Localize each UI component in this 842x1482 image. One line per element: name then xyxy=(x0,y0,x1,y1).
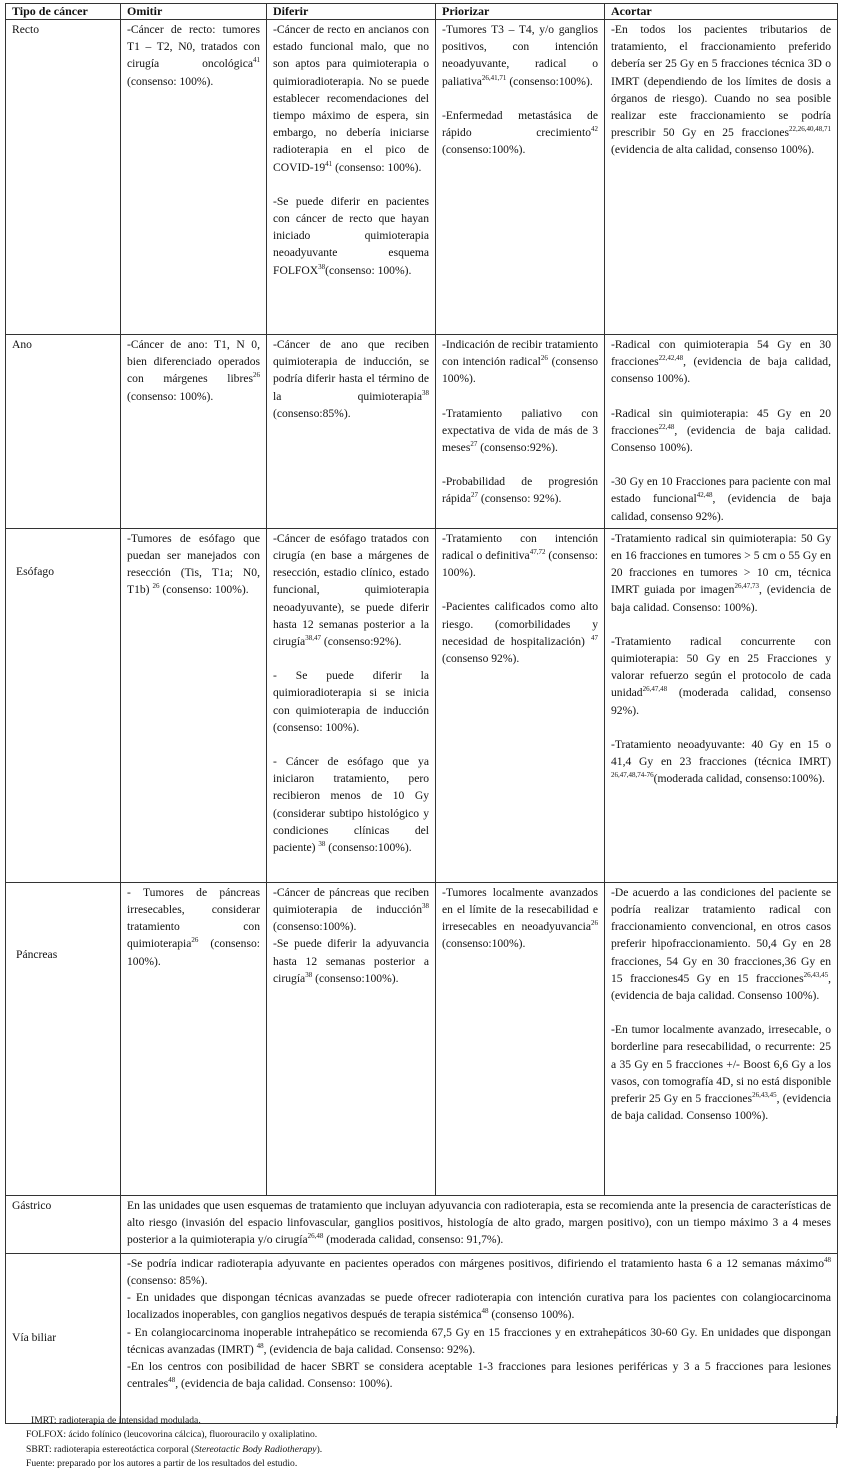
row-via-biliar xyxy=(6,1253,838,1423)
cell-gastrico-text xyxy=(121,1195,838,1253)
reference-superscript: 22,42,48 xyxy=(658,354,684,363)
cell-tipo-esofago xyxy=(6,528,121,882)
ano-priorizar-text-2: -Tratamiento paliativo con expectativa de vida de más de 3 meses$^{27}$ (consenso:92%). xyxy=(442,406,598,455)
row-pancreas xyxy=(6,882,838,1195)
ano-priorizar-text-1: -Indicación de recibir tratamiento con intención radical$^{26}$ (consenso 100%). xyxy=(442,338,599,386)
esofago-acortar-text-1: -Tratamiento radical sin quimioterapia: 50 Gy en 16 fracciones en tumores > 5 cm o 55 Gy en 20 fracciones en tumores > 10 cm, técnica IMRT guiada por imagen$^{26,47,73}$, (evidencia de baja calidad. Consenso: 100%). xyxy=(611,531,831,614)
footnote-imrt: IMRT: radioterapia de intensidad modulada. xyxy=(31,1415,201,1426)
cell-tipo-gastrico xyxy=(6,1195,121,1253)
row-esofago xyxy=(6,528,838,882)
reference-superscript: 41 xyxy=(325,159,333,168)
cell-priorizar-esofago xyxy=(436,528,605,882)
header-row xyxy=(6,4,838,20)
recto-diferir-text-1: -Cáncer de recto en ancianos con estado funcional malo, que no son aptos para quimioterapia o quimioradioterapia. No se puede establecer recomendaciones del tiempo máximo de espera, sin embargo, no debería iniciarse radioterapia en el pico de COVID-$19^{41}$ (consenso: 100%). xyxy=(273,23,429,174)
pancreas-priorizar-text: -Tumores localmente avanzados en el límite de la resecabilidad e irresecables en neoadyuvancia$^{26}$ (consenso:100%). xyxy=(442,885,598,951)
cell-tipo-ano xyxy=(6,335,121,529)
cell-priorizar-pancreas xyxy=(436,882,605,1195)
cell-omitir-ano xyxy=(121,335,267,529)
reference-superscript: 38,47 xyxy=(305,634,321,643)
esofago-priorizar-text-2: -Pacientes calificados como alto riesgo. (comorbilidades y necesidad de hospitalización) $^{47}$ (consenso 92%). xyxy=(442,600,598,666)
reference-superscript: 48 xyxy=(168,1376,176,1385)
reference-superscript: 26,47,48,74-76 xyxy=(611,771,654,780)
recommendations-table xyxy=(5,3,838,1424)
via-biliar-text-3: - En colangiocarcinoma inoperable intrahepático se recomienda 67,5 Gy en 15 fracciones y en extrahepáticos 30-60 Gy. En unidades que dispongan técnicas avanzadas (IMRT) $^{48}$, (evidencia de baja calidad. Consenso: 92%). xyxy=(127,1325,831,1356)
recto-priorizar-text-2: -Enfermedad metastásica de rápido crecimiento$^{42}$ (consenso:100%). xyxy=(442,108,598,157)
via-biliar-text-1: -Se podría indicar radioterapia adyuvante en pacientes operados con márgenes positivos, difiriendo el tratamiento hasta 6 a 12 semanas máximo$^{48}$ (consenso: 85%). xyxy=(127,1255,831,1288)
reference-superscript: 26,43,45 xyxy=(752,1091,777,1100)
cell-tipo-pancreas xyxy=(6,882,121,1195)
pancreas-diferir-text-1: -Cáncer de páncreas que reciben quimioterapia de inducción$^{38}$ (consenso:100%). xyxy=(273,885,429,934)
pancreas-omitir-text: - Tumores de páncreas irresecables, considerar tratamiento con quimioterapia$^{26}$ (consenso: 100%). xyxy=(127,885,260,968)
reference-superscript: 42,48 xyxy=(696,491,713,500)
reference-superscript: 26 xyxy=(152,582,160,591)
cell-tipo-recto xyxy=(6,20,121,335)
cell-omitir-esofago xyxy=(121,528,267,882)
reference-superscript: 22,48 xyxy=(658,422,675,431)
recto-omitir-text: -Cáncer de recto: tumores T1 – T2, N0, tratados con cirugía oncológica$^{41}$ (consenso: 100%). xyxy=(127,23,260,88)
reference-superscript: 26 xyxy=(540,354,548,363)
reference-superscript: 38 xyxy=(305,970,313,979)
ano-acortar-text-1: -Radical con quimioterapia 54 Gy en 30 fracciones$^{22,42,48}$, (evidencia de baja calidad, consenso 100%). xyxy=(611,338,831,386)
tipo-via-biliar-label: Vía biliar xyxy=(12,1330,57,1344)
recto-diferir-text-2: -Se puede diferir en pacientes con cáncer de recto que hayan iniciado quimioterapia neoadyuvante esquema FOLFOX$^{38}$(consenso: 100%). xyxy=(273,194,429,277)
reference-superscript: 38 xyxy=(318,262,326,271)
reference-superscript: 26,48 xyxy=(307,1232,324,1241)
reference-superscript: 42 xyxy=(591,125,598,134)
reference-superscript: 48 xyxy=(824,1255,831,1264)
ano-acortar-text-3: -30 Gy en 10 Fracciones para paciente con mal estado funcional$^{42,48}$, (evidencia de baja calidad, consenso 92%). xyxy=(611,475,831,523)
cell-omitir-recto xyxy=(121,20,267,335)
reference-superscript: 26,43,45 xyxy=(803,970,829,979)
reference-superscript: 27 xyxy=(470,440,478,449)
footnote-sbrt xyxy=(26,1443,322,1457)
reference-superscript: 38 xyxy=(318,840,326,849)
header-tipo: Tipo de cáncer xyxy=(6,4,121,20)
reference-superscript: 38 xyxy=(422,388,429,397)
esofago-priorizar-text-1: -Tratamiento con intención radical o definitiva$^{47,72}$ (consenso: 100%). xyxy=(442,531,599,580)
table-footnotes xyxy=(26,1414,322,1472)
esofago-diferir-text-3: - Cáncer de esófago que ya iniciaron tratamiento, pero recibieron menos de 10 Gy (considerar subtipo histológico y condiciones clínicas del paciente) $^{38}$ (consenso:100%). xyxy=(273,755,429,855)
cell-acortar-ano xyxy=(605,335,838,529)
cell-priorizar-ano xyxy=(436,335,605,529)
reference-superscript: 41 xyxy=(253,56,260,65)
cell-omitir-pancreas xyxy=(121,882,267,1195)
tipo-ano-label: Ano xyxy=(12,338,32,351)
footnote-folfox: FOLFOX: ácido folínico (leucovorina cálcica), fluorouracilo y oxaliplatino. xyxy=(26,1429,318,1441)
pancreas-acortar-text-1: -De acuerdo a las condiciones del paciente se podría realizar tratamiento radical con fraccionamiento convencional, en otros casos preferir hipofraccionamiento. 50,4 Gy en 28 fracciones, 54 Gy en 30 fracciones,36 Gy en 15 fracciones45 Gy en 15 fracciones$^{26,43,45}$, (evidencia de baja calidad. Consenso 100%). xyxy=(611,885,831,1003)
reference-superscript: 26 xyxy=(591,919,598,928)
cell-acortar-esofago xyxy=(605,528,838,882)
tipo-recto-label: Recto xyxy=(12,23,40,36)
header-acortar: Acortar xyxy=(605,4,838,20)
cell-tipo-via-biliar xyxy=(6,1253,121,1423)
row-ano xyxy=(6,335,838,529)
pancreas-diferir-text-2: -Se puede diferir la adyuvancia hasta 12 semanas posterior a cirugía$^{38}$ (consenso:100%). xyxy=(273,937,429,985)
header-priorizar: Priorizar xyxy=(436,4,605,20)
header-omitir: Omitir xyxy=(121,4,267,20)
cell-acortar-pancreas xyxy=(605,882,838,1195)
recto-priorizar-text-1: -Tumores T3 – T4, y/o ganglios positivos, con intención neoadyuvante, radical o paliativa$^{26,41,71}$ (consenso:100%). xyxy=(442,23,598,88)
ano-priorizar-text-3: -Probabilidad de progresión rápida$^{27}$ (consenso: 92%). xyxy=(442,475,598,506)
esofago-acortar-text-3: -Tratamiento neoadyuvante: 40 Gy en 15 o 41,4 Gy en 23 fracciones (técnica IMRT) $^{26,47,48,74-76}$(moderada calidad, consenso:100%). xyxy=(611,737,831,786)
esofago-omitir-text: -Tumores de esófago que puedan ser manejados con resección (Tis, T1a; N0, T1b) $^{26}$ (consenso: 100%). xyxy=(127,531,260,597)
reference-superscript: 27 xyxy=(470,491,478,500)
cell-diferir-esofago xyxy=(267,528,436,882)
row-gastrico xyxy=(6,1195,838,1253)
reference-superscript: 48 xyxy=(256,1341,264,1350)
header-diferir: Diferir xyxy=(267,4,436,20)
cell-diferir-pancreas xyxy=(267,882,436,1195)
cell-via-biliar-text xyxy=(121,1253,838,1423)
tipo-esofago-label: Esófago xyxy=(16,564,54,578)
reference-superscript: 22,26,40,48,71 xyxy=(789,125,831,134)
footnote-fuente: Fuente: preparado por los autores a partir de los resultados del estudio. xyxy=(26,1458,298,1470)
ano-diferir-text: -Cáncer de ano que reciben quimioterapia de inducción, se podría diferir hasta el término de la quimioterapia$^{38}$ (consenso:85%). xyxy=(273,338,429,420)
ano-omitir-text: -Cáncer de ano: T1, N 0, bien diferenciado operados con márgenes libres$^{26}$ (consenso: 100%). xyxy=(127,338,260,403)
cell-priorizar-recto xyxy=(436,20,605,335)
reference-superscript: 26,47,73 xyxy=(734,582,759,591)
reference-superscript: 26,41,71 xyxy=(481,73,507,82)
via-biliar-text-4: -En los centros con posibilidad de hacer SBRT se considera aceptable 1-3 fracciones para lesiones periféricas y 3 a 5 fracciones para lesiones centrales$^{48}$, (evidencia de baja calidad. Consenso: 100%). xyxy=(127,1360,831,1391)
margin-marker xyxy=(836,1416,837,1428)
via-biliar-text-2: - En unidades que dispongan técnicas avanzadas se puede ofrecer radioterapia con intención curativa para los pacientes con colangiocarcinoma localizados inoperables, con ganglios negativos después de terapia sistémica$^{48}$ (consenso 100%). xyxy=(127,1291,831,1322)
gastrico-text: En las unidades que usen esquemas de tratamiento que incluyan adyuvancia con radioterapia, esta se recomienda ante la presencia de características de alto riesgo (invasión del espacio linfovascular, ganglios positivos, histología de alto grado, margen positivo), con un tiempo máximo 3 a 4 meses posterior a la quimioterapia y/o cirugía$^{26,48}$ (moderada calidad, consenso: 91,7%). xyxy=(127,1198,831,1247)
reference-superscript: 26 xyxy=(191,936,199,945)
reference-superscript: 48 xyxy=(481,1307,489,1316)
esofago-diferir-text-2: - Se puede diferir la quimioradioterapia si se inicia con quimioterapia de inducción (consenso: 100%). xyxy=(273,669,429,734)
tipo-pancreas-label: Páncreas xyxy=(16,947,58,961)
tipo-gastrico-label: Gástrico xyxy=(12,1198,52,1212)
esofago-diferir-text-1: -Cáncer de esófago tratados con cirugía (en base a márgenes de resección, estadio clínico, estado funcional, quimioterapia neoadyuvante), se puede diferir hasta 12 semanas posterior a la cirugía$^{38,47}$ (consenso:92%). xyxy=(273,531,429,649)
pancreas-acortar-text-2: -En tumor localmente avanzado, irresecable, o borderline para resecabilidad, o recurrente: 25 a 35 Gy en 5 fracciones +/- Boost 6,6 Gy a los vasos, con tomografía 4D, si no está disponible preferir 25 Gy en 5 fracciones$^{26,43,45}$, (evidencia de baja calidad. Consenso 100%). xyxy=(611,1023,831,1123)
reference-superscript: 38 xyxy=(422,902,429,911)
row-recto xyxy=(6,20,838,335)
cell-acortar-recto xyxy=(605,20,838,335)
ano-acortar-text-2: -Radical sin quimioterapia: 45 Gy en 20 fracciones$^{22,48}$, (evidencia de baja calidad. Consenso 100%). xyxy=(611,406,831,455)
esofago-acortar-text-2: -Tratamiento radical concurrente con quimioterapia: 50 Gy en 25 Fracciones y valorar refuerzo según el protocolo de cada unidad$^{26,47,48}$ (moderada calidad, consenso 92%). xyxy=(611,634,831,717)
reference-superscript: 26,47,48 xyxy=(642,685,668,694)
reference-superscript: 26 xyxy=(253,371,260,380)
cell-diferir-ano xyxy=(267,335,436,529)
footnote-sbrt-italic: Stereotactic Body Radiotherapy xyxy=(194,1443,317,1455)
footnote-sbrt-prefix: SBRT: radioterapia estereotáctica corporal ( xyxy=(26,1443,195,1455)
reference-superscript: 47 xyxy=(591,633,598,642)
footnote-sbrt-suffix: ). xyxy=(316,1443,323,1455)
reference-superscript: 47,72 xyxy=(529,548,546,557)
recto-acortar-text: -En todos los pacientes tributarios de tratamiento, el fraccionamiento preferido debería ser 25 Gy en 5 fracciones técnica 3D o IMRT (dependiendo de los límites de dosis a órganos de riesgo). Cuando no sea posible realizar este fraccionamiento se podría prescribir 50 Gy en 25 fracciones$^{22,26,40,48,71}$ (evidencia de alta calidad, consenso 100%). xyxy=(611,23,831,157)
cell-diferir-recto xyxy=(267,20,436,335)
